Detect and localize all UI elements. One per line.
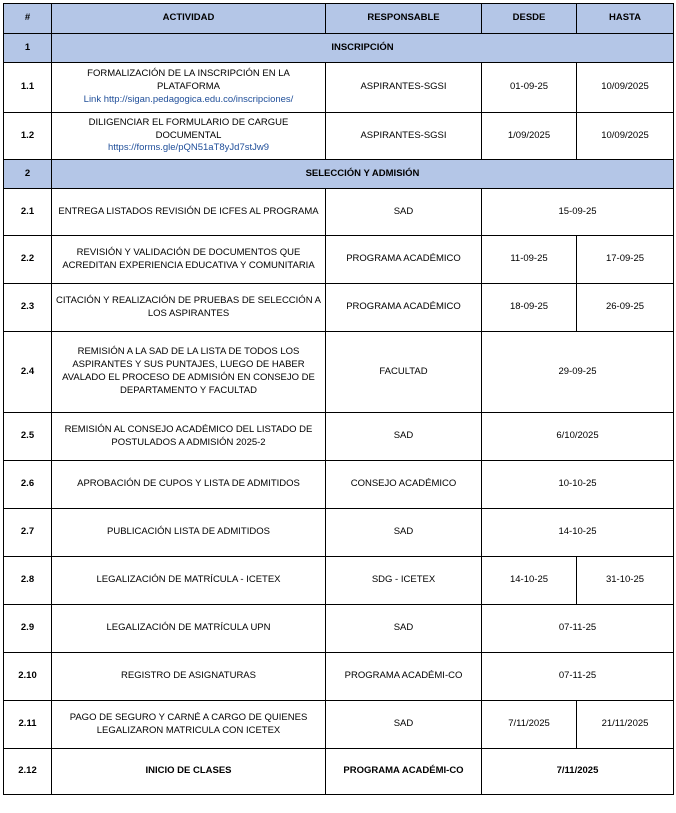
row-date: 7/11/2025 [482,749,674,795]
row-to: 21/11/2025 [577,701,674,749]
activity-link[interactable]: Link http://sigan.pedagogica.edu.co/inscripciones/ [83,93,294,105]
row-responsible: PROGRAMA ACADÉMICO [326,284,482,332]
row-date: 10-10-25 [482,461,674,509]
table-row [4,461,674,509]
table-row [4,413,674,461]
activity-link[interactable]: https://forms.gle/pQN51aT8yJd7stJw9 [107,142,270,154]
row-date: 07-11-25 [482,605,674,653]
row-num: 2.5 [4,413,52,461]
table-row [4,605,674,653]
row-responsible: PROGRAMA ACADÉMI-CO [326,653,482,701]
row-from: 14-10-25 [482,557,577,605]
row-from: 18-09-25 [482,284,577,332]
row-num: 2.4 [4,332,52,413]
section-title: INSCRIPCIÓN [52,34,674,63]
row-activity: APROBACIÓN DE CUPOS Y LISTA DE ADMITIDOS [52,461,326,509]
col-responsible: RESPONSABLE [326,4,482,34]
row-responsible: SDG - ICETEX [326,557,482,605]
row-responsible: ASPIRANTES-SGSI [326,113,482,160]
row-to: 31-10-25 [577,557,674,605]
row-num: 2.6 [4,461,52,509]
row-date: 6/10/2025 [482,413,674,461]
row-activity: CITACIÓN Y REALIZACIÓN DE PRUEBAS DE SELECCIÓN A LOS ASPIRANTES [52,284,326,332]
row-responsible: SAD [326,413,482,461]
table-row [4,284,674,332]
table-row [4,749,674,795]
col-to: HASTA [577,4,674,34]
row-num: 2.2 [4,236,52,284]
section-title: SELECCIÓN Y ADMISIÓN [52,160,674,189]
table-row [4,63,674,113]
row-responsible: SAD [326,189,482,236]
row-activity [52,63,326,113]
section-num: 1 [4,34,52,63]
section-row [4,160,674,189]
header-row [4,4,674,34]
row-num: 2.11 [4,701,52,749]
row-activity: PAGO DE SEGURO Y CARNÉ A CARGO DE QUIENES LEGALIZARON MATRICULA CON ICETEX [52,701,326,749]
col-from: DESDE [482,4,577,34]
row-to: 10/09/2025 [577,113,674,160]
row-num: 1.1 [4,63,52,113]
row-activity: ENTREGA LISTADOS REVISIÓN DE ICFES AL PROGRAMA [52,189,326,236]
table-row [4,557,674,605]
row-from: 11-09-25 [482,236,577,284]
row-date: 29-09-25 [482,332,674,413]
section-row [4,34,674,63]
row-to: 26-09-25 [577,284,674,332]
row-responsible: FACULTAD [326,332,482,413]
row-num: 2.12 [4,749,52,795]
row-activity [52,113,326,160]
activity-text: DILIGENCIAR EL FORMULARIO DE CARGUE DOCUMENTAL [88,116,289,141]
activity-text: FORMALIZACIÓN DE LA INSCRIPCIÓN EN LA PLATAFORMA [87,68,290,93]
row-responsible: SAD [326,509,482,557]
row-activity: INICIO DE CLASES [52,749,326,795]
table-row [4,701,674,749]
table-row [4,189,674,236]
row-responsible: SAD [326,605,482,653]
schedule-table [3,3,674,795]
row-activity: LEGALIZACIÓN DE MATRÍCULA - ICETEX [52,557,326,605]
row-to: 10/09/2025 [577,63,674,113]
row-responsible: PROGRAMA ACADÉMICO [326,236,482,284]
col-activity: ACTIVIDAD [52,4,326,34]
row-num: 1.2 [4,113,52,160]
row-num: 2.7 [4,509,52,557]
row-responsible: CONSEJO ACADÉMICO [326,461,482,509]
table-row [4,653,674,701]
table-row [4,236,674,284]
row-date: 07-11-25 [482,653,674,701]
row-activity: REMISIÓN A LA SAD DE LA LISTA DE TODOS LOS ASPIRANTES Y SUS PUNTAJES, LUEGO DE HABER AVALADO EL PROCESO DE ADMISIÓN EN CONSEJO DE DEPARTAMENTO Y FACULTAD [52,332,326,413]
row-from: 7/11/2025 [482,701,577,749]
row-responsible: ASPIRANTES-SGSI [326,63,482,113]
row-to: 17-09-25 [577,236,674,284]
row-activity: REVISIÓN Y VALIDACIÓN DE DOCUMENTOS QUE ACREDITAN EXPERIENCIA EDUCATIVA Y COMUNITARIA [52,236,326,284]
table-row [4,332,674,413]
row-num: 2.3 [4,284,52,332]
row-date: 14-10-25 [482,509,674,557]
col-num: # [4,4,52,34]
row-num: 2.10 [4,653,52,701]
row-activity: REMISIÓN AL CONSEJO ACADÉMICO DEL LISTADO DE POSTULADOS A ADMISIÓN 2025-2 [52,413,326,461]
row-from: 01-09-25 [482,63,577,113]
row-activity: LEGALIZACIÓN DE MATRÍCULA UPN [52,605,326,653]
row-num: 2.1 [4,189,52,236]
row-from: 1/09/2025 [482,113,577,160]
row-num: 2.9 [4,605,52,653]
row-date: 15-09-25 [482,189,674,236]
row-responsible: SAD [326,701,482,749]
table-row [4,509,674,557]
row-activity: REGISTRO DE ASIGNATURAS [52,653,326,701]
row-num: 2.8 [4,557,52,605]
table-row [4,113,674,160]
section-num: 2 [4,160,52,189]
row-activity: PUBLICACIÓN LISTA DE ADMITIDOS [52,509,326,557]
row-responsible: PROGRAMA ACADÉMI-CO [326,749,482,795]
